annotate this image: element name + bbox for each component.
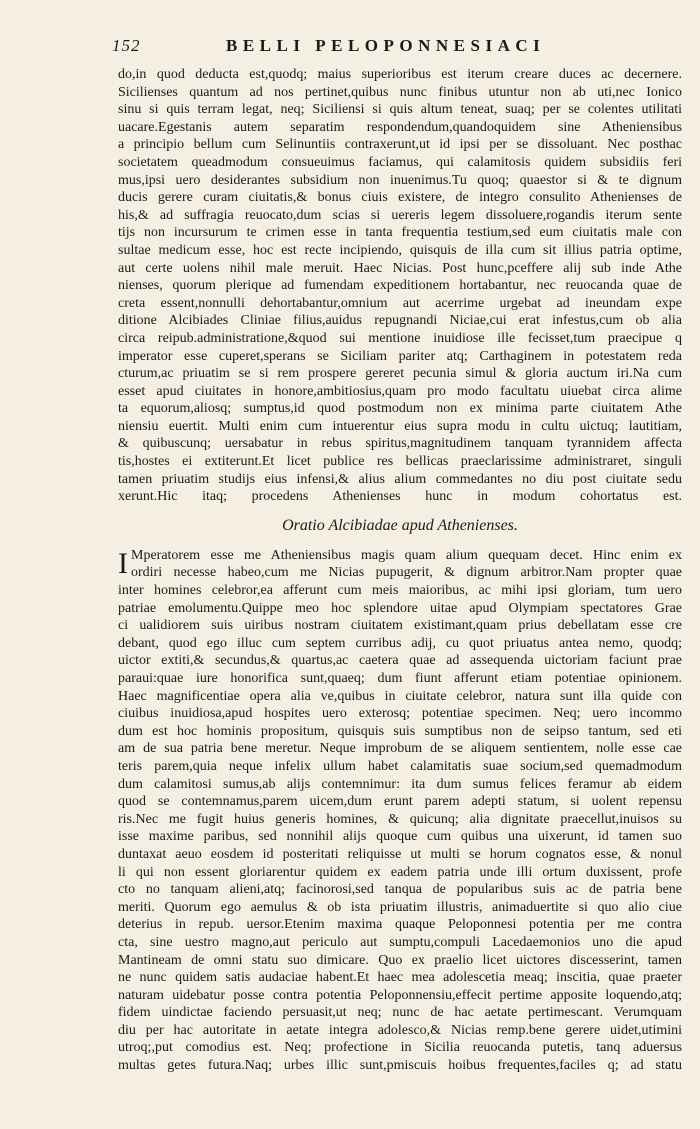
body-text — [118, 66, 682, 1075]
text-line: ordiri necesse habeo,cum me Nicias pupugerit, & dignum arbitror.Nam propter quae — [131, 565, 682, 581]
text-line: tis,hostes ei extiterunt.Et licet publice res bellicas praeclarissime administraret, singuli — [118, 454, 682, 470]
text-line: tijs non incursurum te crimen esse in tanta frequentia testium,sed eum ciuitatis male con — [118, 225, 682, 241]
text-line: meriti. Quorum ego aemulus & ob ista priuatim illustris, animaduertite si quo alio ciue — [118, 899, 682, 915]
text-line: his,& ad suffragia reuocato,dum scias si uereris legem dissoluere,rogandis iterum sente — [118, 207, 682, 223]
text-line: ris.Nec me fugit huius generis homines, & quicunq; alia dignitate praecellut,inuisos su — [118, 811, 682, 827]
text-line: patriae emolumentu.Quippe meo hoc splendore uitae apud Olympiam spectatores Grae — [118, 600, 682, 616]
text-line: inter homines celebror,ea afferunt cum meis maioribus, ac mihi ipsi gloriam, tum uero — [118, 583, 682, 599]
text-line: debant, quod ego illuc cum septem curribus adij, cu quot priuatus antea nemo, quodq; — [118, 635, 682, 651]
text-line: Haec magnificentiae opera alia ve,quibus in ciuitate celebror, natura sunt illa quide con — [118, 688, 682, 704]
running-head — [108, 36, 682, 58]
text-line: ciuibus inuidiosa,apud hospites uero exterosq; potentiae specimen. Neq; uero incommo — [118, 706, 682, 722]
text-line: ci ualidiorem suis uiribus nostram ciuitatem existimant,quam prius debellatam esse cre — [118, 618, 682, 634]
text-line: quod se contemnamus,parem uicem,dum erunt parem adepti statum, si uolent repensu — [118, 794, 682, 810]
text-line: societatem queadmodum consueuimus faciamus, qui calamitosis quidem subsidiis feri — [118, 154, 682, 170]
text-line: Mantineam de omni statu suo dimicare. Quo ex praelio licet uictores discesserint, tamen — [118, 952, 682, 968]
text-line: ditione Alcibiades Cliniae filius,auidus repugnandi Niciae,cui erat infestus,cum ob alia — [118, 313, 682, 329]
text-line: am de sua patria bene meretur. Neque improbum de se aliquem sentientem, nolle esse cae — [118, 741, 682, 757]
text-line: tamen priuatim studijs eius infensi,& alius alium commedantes no diu post ciuitate sedu — [118, 471, 682, 487]
text-line: do,in quod deducta est,quodq; maius superioribus est iterum creare duces ac decernere. — [118, 67, 682, 82]
text-line: dum est hoc hominis propositum, quisquis suis sumptibus non de seipso tantum, sed eti — [118, 723, 682, 739]
text-line: li qui non essent gloriarentur quidem ex eadem patria unde illi ortum duxissent, profe — [118, 864, 682, 880]
text-line: sinu si quis terram legat, neq; Siciliensi si quis altum teneat, suaq; per se colentes utilitati — [118, 102, 682, 118]
drop-cap: I — [118, 546, 128, 580]
text-line: utroq;,put comodius est. Neq; profectione in Sicilia reuocanda putetis, tanq aduersus — [118, 1040, 682, 1056]
text-line: ne nunc quidem satis audaciae habent.Et haec mea adolescetia meaq; inscitia, quae praeter — [118, 970, 682, 986]
text-line: xerunt.Hic itaq; procedens Athenienses hunc in modum cohortatus est. — [118, 489, 682, 505]
running-title: BELLI PELOPONNESIACI — [226, 36, 546, 55]
page-number: 152 — [112, 36, 141, 55]
paragraph-oration — [118, 547, 682, 1075]
text-line: cto no tanquam alieni,atq; facinorosi,sed tanqua de popularibus suis ac de patria bene — [118, 882, 682, 898]
oration-heading: Oratio Alcibiadae apud Athenienses. — [282, 516, 518, 534]
text-line: creta essent,nonnulli dehortabantur,omnium aut acerrime urgebat ad ineundam expe — [118, 295, 682, 311]
text-line: uacare.Egestanis autem separatim respondendum,quandoquidem sine Atheniensibus — [118, 119, 682, 135]
text-line: circa reipub.administratione,&quod sui mentione inuidiose ille fecisset,tum praecipue q — [118, 330, 682, 346]
text-line: & quibuscunq; uersabatur in rebus spiritus,magnitudinem tanquam tyrannidem affecta — [118, 436, 682, 452]
text-line: dum calamitosi sumus,ab alijs contemnimur: ita dum sumus felices feramur ab eidem — [118, 776, 682, 792]
text-line: aut certe uolens nihil male meruit. Haec Nicias. Post hunc,pceffere alij sub inde Athe — [118, 260, 682, 276]
text-line: paraui:quae iure honorifica sunt,quaeq; dum fiunt afferunt etiam potentiae opinionem. — [118, 671, 682, 686]
text-line: uictor extiti,& secundus,& quartus,ac caetera quae ad assequenda uictoriam faciunt prae — [118, 653, 682, 669]
text-line: nienses, quorum plerique ad fumendam expeditionem hortabantur, nec reuocanda quae de — [118, 278, 682, 294]
text-line: Sicilienses quantum ad nos pertinet,quibus nunc finibus utuntur non ab uti,nec Ionico — [118, 84, 682, 100]
text-line: duntaxat aeuo eosdem id posteritati reliquisse ut multi se horum cognatos esse, & nonul — [118, 846, 682, 862]
text-line: fidem uindictae faciendo persuasit,ut neq; nunc de hac aetate pertimescant. Verumquam — [118, 1005, 682, 1021]
text-line: ducis gerere curam ciuitatis,& bonus ciuis existere, de integro consulito Athenienses de — [118, 190, 682, 206]
text-line: teris parem,quia neque infelix ullum habet calamitatis suae socium,sed quemadmodum — [118, 758, 682, 774]
text-line: cta, sine uestro magno,aut periculo aut sumptu,compuli Lacedaemonios uno die apud — [118, 934, 682, 950]
text-line: isse maxime paribus, sed nonnihil alijs quoque cum quibus una uixerunt, id tamen suo — [118, 829, 682, 845]
text-line: cturum,ac priuatim se si rem prospere gereret pecunia simul & gloria auctum iri.Na cum — [118, 366, 682, 382]
text-line: Mperatorem esse me Atheniensibus magis quam alium quequam decet. Hinc enim ex — [131, 547, 682, 563]
text-line: multas getes futura.Naq; urbes illic sunt,pmiscuis hoibus frequentes,faciles q; ad statu — [118, 1058, 682, 1074]
text-line: a principio bellum cum Selinuntiis contraxerunt,ut id ipsi per se dissoluant. Nec posthac — [118, 137, 682, 153]
text-line: naturam uidebatur posse contra potentia Peloponnensiu,effecit pertime apposite loquendo,atq; — [118, 987, 682, 1003]
text-line: diu per hac autoritate in aetate integra adolesco,& Nicias remp.bene gerere uidet,utimini — [118, 1022, 682, 1038]
text-line: sultae medicum esse, hoc est recte incipiendo, quisquis de illa cum sit illius patria optime, — [118, 242, 682, 258]
paragraph-narrative — [118, 66, 682, 506]
text-line: deterius in repub. uersor.Etenim maxima quaque Peloponnesi potentia per me contra — [118, 917, 682, 933]
text-line: mus,ipsi uero desiderantes subsidium non inuenimus.Tu quoq; quaestor si & te dignum — [118, 172, 682, 188]
text-line: imperator esse cuperet,sperans se Siciliam pariter atq; Carthaginem in potestatem reda — [118, 348, 682, 364]
text-line: ta equorum,aliosq; sumptus,id quod postmodum non ex minima parte ciuitatem Athe — [118, 401, 682, 417]
text-line: niensiu euertit. Multi enim cum intuerentur eius supra modu in cultu uictuq; lautitiam, — [118, 418, 682, 434]
text-line: esset apud ciuitates in honore,ambitiosius,quam pro modo facultatu uiuebat circa alime — [118, 383, 682, 399]
